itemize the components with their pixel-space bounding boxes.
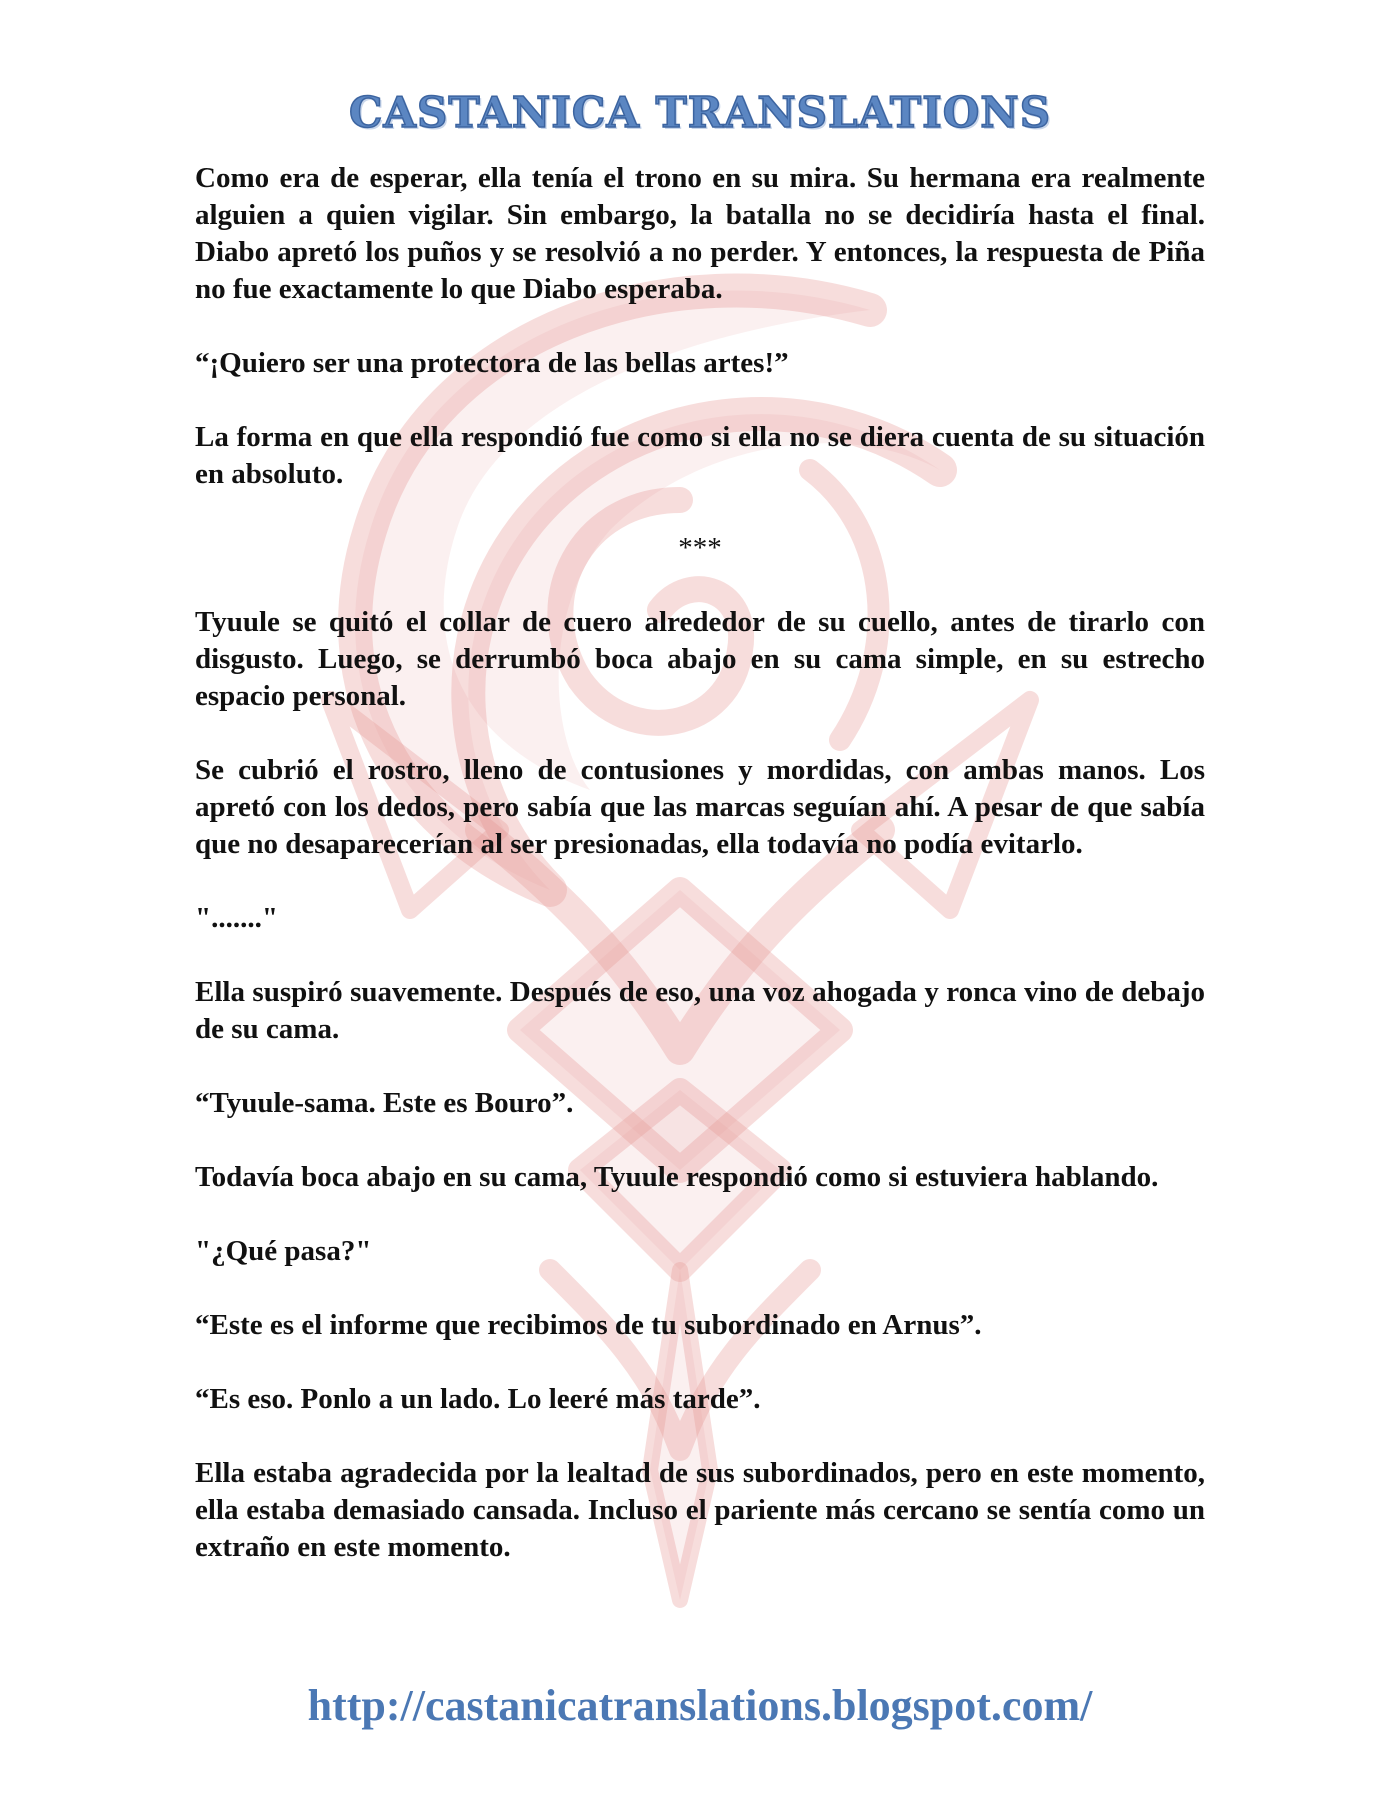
- paragraph: “Este es el informe que recibimos de tu subordinado en Arnus”.: [195, 1309, 982, 1341]
- paragraph: La forma en que ella respondió fue como si ella no se diera cuenta de su situación en absoluto.: [195, 421, 1205, 490]
- paragraph: Todavía boca abajo en su cama, Tyuule respondió como si estuviera hablando.: [195, 1161, 1159, 1193]
- paragraph: “¡Quiero ser una protectora de las bellas artes!”: [195, 347, 789, 379]
- paragraph: ".......": [195, 902, 278, 934]
- document-body: [195, 160, 1205, 1603]
- paragraph: Ella suspiró suavemente. Después de eso, una voz ahogada y ronca vino de debajo de su cama.: [195, 976, 1205, 1045]
- paragraph: Se cubrió el rostro, lleno de contusiones y mordidas, con ambas manos. Los apretó con los dedos, pero sabía que las marcas seguían ahí. A pesar de que sabía que no desaparecerían al ser presionadas, ella todavía no podía evitarlo.: [195, 754, 1205, 860]
- footer: [0, 1680, 1400, 1731]
- paragraph: “Tyuule-sama. Este es Bouro”.: [195, 1087, 574, 1119]
- blog-url-link[interactable]: http://castanicatranslations.blogspot.com/: [307, 1681, 1093, 1730]
- paragraph: Como era de esperar, ella tenía el trono en su mira. Su hermana era realmente alguien a quien vigilar. Sin embargo, la batalla no se decidiría hasta el final. Diabo apretó los puños y se resolvió a no perder. Y entonces, la respuesta de Piña no fue exactamente lo que Diabo esperaba.: [195, 162, 1205, 305]
- paragraph: Ella estaba agradecida por la lealtad de sus subordinados, pero en este momento, ella estaba demasiado cansada. Incluso el pariente más cercano se sentía como un extraño en este momento.: [195, 1457, 1205, 1563]
- paragraph: "¿Qué pasa?": [195, 1235, 372, 1267]
- scene-break: ***: [678, 532, 722, 564]
- header: [0, 88, 1400, 137]
- site-title: CASTANICA TRANSLATIONS: [348, 88, 1052, 137]
- paragraph: “Es eso. Ponlo a un lado. Lo leeré más tarde”.: [195, 1383, 761, 1415]
- paragraph: Tyuule se quitó el collar de cuero alrededor de su cuello, antes de tirarlo con disgusto. Luego, se derrumbó boca abajo en su cama simple, en su estrecho espacio personal.: [195, 606, 1205, 712]
